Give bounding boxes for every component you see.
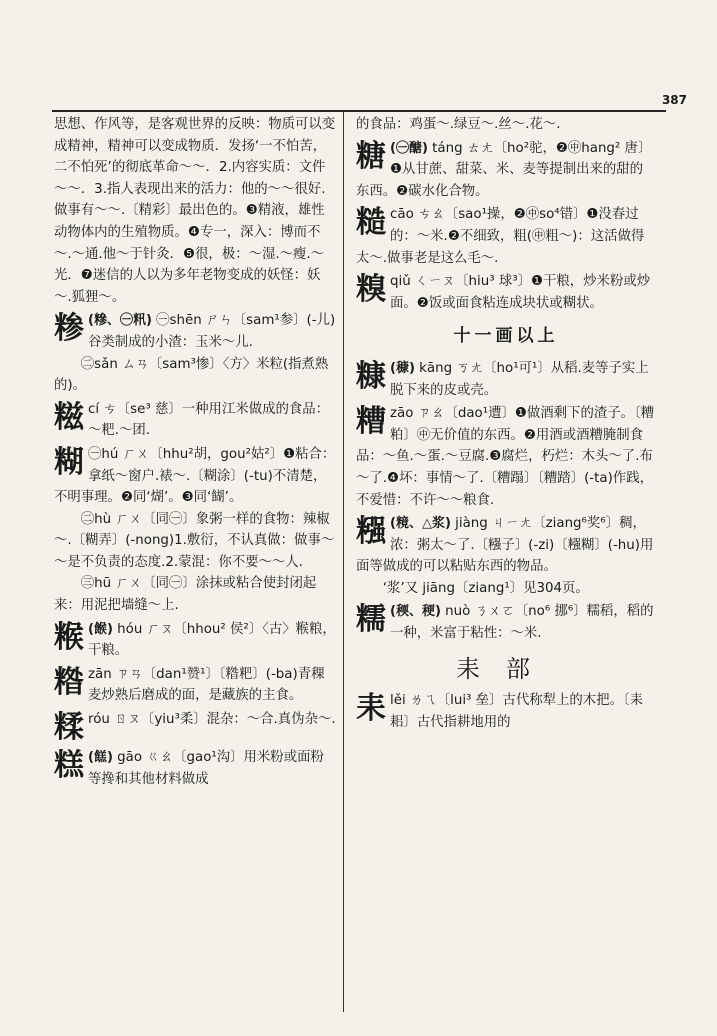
variant-forms: (糝、㊀籸) [88,313,152,329]
entry-zao [356,403,656,511]
entry-lei [356,690,656,733]
definition: lěi ㄌㄟ〔lui³ 垒〕古代称犁上的木把。〔耒耜〕古代指耕地用的 [390,693,644,730]
entry-ci [54,399,336,442]
definition: táng ㄊㄤ〔ho²驼，❷㊥hang² 唐〕❶从甘蔗、甜菜、米、麦等提制出来的甜的东西。❷碳水化合物。 [356,140,652,199]
entry-jiang [356,513,656,578]
entry-nuo [356,601,656,644]
definition: ㊀shēn ㄕㄣ〔sam¹参〕(-儿)谷类制成的小渣：玉米～儿. [88,313,336,350]
entry-tang [356,138,656,203]
definition: zāo ㄗㄠ〔dao¹遭〕❶做酒剩下的渣子。〔糟粕〕㊥无价值的东西。❷用酒或酒糟腌制食品：～鱼.～蛋.～豆腐.❸腐烂，朽烂：木头～了.布～了.❹坏：事情～了.〔糟蹋〕〔糟踏〕(-ta)作践，不爱惜：不许～～粮食. [356,406,655,508]
headword: 糯 [356,602,386,638]
headword: 糁 [54,311,84,347]
definition: jiàng ㄐㄧㄤ〔ziang⁶奖⁶〕稠，浓：粥太～了.〔糨子〕(-zi)〔糨糊〕(-hu)用面等做成的可以粘贴东西的物品。 [356,516,654,575]
right-column [356,114,656,733]
headword: 糟 [356,404,386,440]
entry-kang [356,358,656,401]
headword: 糊 [54,444,84,480]
definition: kāng ㄎㄤ〔ho¹可¹〕从稻.麦等子实上脱下来的皮或壳。 [390,360,649,398]
entry-shen [54,310,336,353]
definition: hóu ㄏㄡ〔hhou² 侯²〕〈古〉糇粮，干粮。 [88,621,336,659]
entry-cao [356,204,656,269]
headword: 糌 [54,664,84,700]
definition: nuò ㄋㄨㄛ〔no⁶ 挪⁶〕糯稻，稻的一种，米富于粘性：～米. [390,604,654,642]
variant-forms: (餻) [88,750,113,766]
sub-definition: ㊁hù ㄏㄨ〔同㊀〕象粥一样的食物：辣椒～.〔糊弄〕(-nong)1.敷衍，不认真做：做事～～是不负责的态度.2.蒙混：你不要～～人. [54,511,335,570]
continuation-text: 思想、作风等，是客观世界的反映：物质可以变成精神，精神可以变成物质．发扬‘一不怕苦，二不怕死’的彻底革命～～．2.内容实质：文件～～．3.指人表现出来的活力：他的～～很好.做事有～～.〔精彩〕最出色的。❸精液，雄性动物体内的生殖物质。❹专一，深入：博而不～.～通.他～于针灸．❺很，极：～湿.～瘦.～光．❼迷信的人以为多年老物变成的妖怪：妖～.狐狸～。 [54,117,336,305]
continuation-text: 的食品：鸡蛋～.绿豆～.丝～.花～. [356,117,561,132]
headword: 糇 [54,619,84,655]
sub-definition: ㊂hū ㄏㄨ〔同㊀〕涂抹或粘合使封闭起来：用泥把墙缝～上. [54,576,317,614]
headword: 糗 [356,272,386,308]
variant-forms: (㊀醣) [390,140,428,156]
sub-definition: ‘浆’又 jiāng〔ziang¹〕见304页。 [382,580,589,596]
definition: gāo ㄍㄠ〔gao¹沟〕用米粉或面粉等搀和其他材料做成 [88,750,324,787]
variant-forms: (稬、稉) [390,604,441,620]
headword: 糙 [356,205,386,241]
variant-forms: (穅) [390,360,415,376]
header-rule [52,110,666,112]
entry-rou [54,709,336,745]
headword: 糍 [54,399,84,435]
radical-heading: 耒部 [456,654,556,683]
definition: zān ㄗㄢ〔dan¹赞¹〕〔糌粑〕(-ba)青稞麦炒熟后磨成的面，是藏族的主食。 [88,666,325,704]
definition: róu ㄖㄡ〔yiu³柔〕混杂：～合.真伪杂～. [88,712,336,728]
entry-zan [54,664,336,707]
definition: cāo ㄘㄠ〔sao¹操，❷㊥so⁴错〕❶没春过的：～米.❷不细致，粗(㊥粗～)：这活做得太～.做事老是这么毛～. [356,207,645,266]
headword: 糠 [356,358,386,394]
entry-hu [54,444,336,509]
entry-hou [54,619,336,662]
entry-gao [54,747,336,790]
variant-forms: (糡、△浆) [390,516,451,532]
entry-qiu [356,271,656,314]
definition: cí ㄘ〔se³ 慈〕一种用江米做成的食品：～粑.～团. [88,401,330,439]
headword: 耒 [356,691,386,727]
variant-forms: (餱) [88,621,113,637]
column-divider [343,112,344,1012]
left-column [54,114,336,790]
sub-definition: ㊁sǎn ㄙㄢ〔sam³惨〕〈方〉米粒(指煮熟的)。 [54,356,329,394]
definition: qiǔ ㄑㄧㄡ〔hiu³ 球³〕❶干粮，炒米粉或炒面。❷饭或面食粘连成块状或糊状。 [390,274,651,311]
headword: 糨 [356,514,386,550]
headword: 糕 [54,748,84,784]
headword: 糅 [54,710,84,746]
section-heading: 十一画以上 [453,326,559,347]
page-number: 387 [661,93,687,107]
definition: ㊀hú ㄏㄨ〔hhu²胡，gou²姑²〕❶粘合：拿纸～窗户.裱～.〔糊涂〕(-tu)不清楚，不明事理。❷同‘煳’。❸同‘餬’。 [54,446,336,506]
headword: 糖 [356,138,386,174]
